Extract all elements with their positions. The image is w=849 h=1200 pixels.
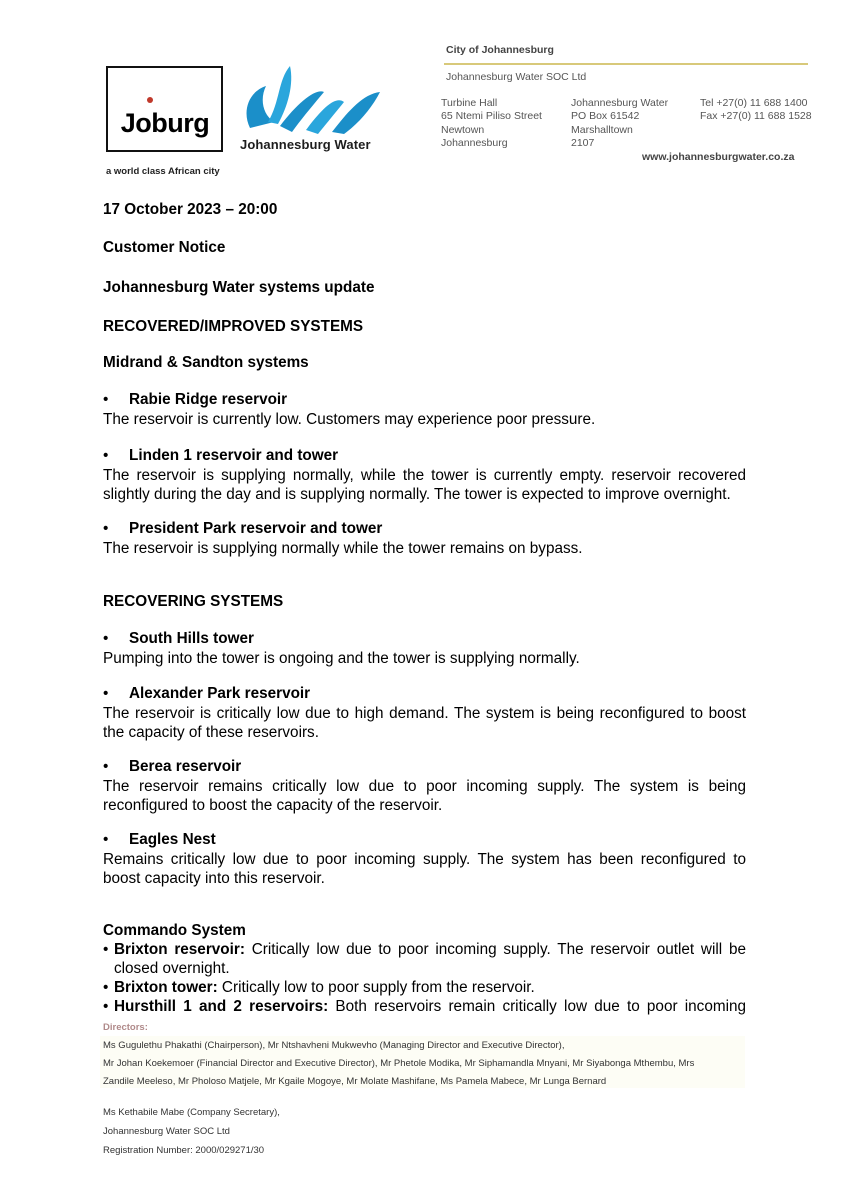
joburg-tagline: a world class African city	[106, 166, 220, 177]
eagles-text: Remains critically low due to poor incoming supply. The system has been reconfigured to boost capacity into this reservoir.	[103, 851, 746, 887]
address-line: 65 Ntemi Piliso Street	[441, 110, 542, 123]
alexander-title: Alexander Park reservoir	[129, 685, 311, 702]
president-text: The reservoir is supplying normally while the tower remains on bypass.	[103, 540, 583, 557]
bullet-icon: •	[103, 979, 109, 996]
hursthill-text: Both reservoirs remain critically low due to poor incoming	[328, 998, 746, 1015]
header-company: Johannesburg Water SOC Ltd	[446, 71, 587, 83]
header-city: City of Johannesburg	[446, 44, 554, 56]
notice-date: 17 October 2023 – 20:00	[103, 201, 278, 218]
header-website-link[interactable]: www.johannesburgwater.co.za	[642, 151, 795, 163]
section-heading-recovered: RECOVERED/IMPROVED SYSTEMS	[103, 318, 364, 335]
brixton-reservoir-text: Critically low due to poor incoming supply. The reservoir outlet will be closed overnight.	[114, 941, 746, 977]
directors-label: Directors:	[103, 1022, 148, 1033]
joburg-logo-star-icon	[146, 96, 154, 104]
header-contact	[700, 97, 812, 124]
brixton-reservoir-label: Brixton reservoir:	[114, 941, 245, 958]
brixton-tower-text: Critically low to poor supply from the reservoir.	[217, 979, 535, 996]
berea-title: Berea reservoir	[129, 758, 242, 775]
registration-number: Registration Number: 2000/029271/30	[103, 1145, 265, 1156]
linden-text: The reservoir is supplying normally, while the tower is currently empty. reservoir recovered slightly during the day and is supplying normally. The tower is expected to improve overnight.	[103, 467, 746, 503]
list-item-title	[103, 685, 310, 703]
berea-text: The reservoir remains critically low due to poor incoming supply. The system is being reconfigured to boost the capacity of the reservoir.	[103, 778, 746, 814]
directors-line: Ms Gugulethu Phakathi (Chairperson), Mr Ntshavheni Mukwevho (Managing Director and Executive Director),	[103, 1040, 565, 1051]
bullet-icon: •	[103, 447, 109, 464]
postal-line: 2107	[571, 136, 595, 149]
bullet-icon: •	[103, 685, 109, 702]
directors-line: Mr Johan Koekemoer (Financial Director and Executive Director), Mr Phetole Modika, Mr Siphamandla Mnyani, Mr Siyabonga Mthembu, Mrs	[103, 1058, 695, 1069]
header-street-address	[441, 97, 542, 150]
hursthill-label: Hursthill 1 and 2 reservoirs:	[114, 998, 329, 1015]
brixton-tower-label: Brixton tower:	[114, 979, 218, 996]
header-tel: Tel +27(0) 11 688 1400	[700, 97, 808, 109]
joburg-logo-text: Joburg	[120, 108, 210, 138]
postal-line: Johannesburg Water	[571, 97, 669, 109]
rabie-title: Rabie Ridge reservoir	[129, 391, 288, 408]
johannesburg-water-logo-text: Johannesburg Water	[240, 137, 371, 152]
list-item-title	[103, 447, 338, 465]
president-title: President Park reservoir and tower	[129, 520, 383, 537]
address-line: Johannesburg	[441, 136, 508, 149]
list-item-title	[103, 520, 382, 538]
list-item-title	[103, 758, 241, 776]
list-item-title	[103, 391, 287, 409]
rabie-text: The reservoir is currently low. Customers may experience poor pressure.	[103, 411, 596, 428]
list-item	[103, 978, 746, 997]
johannesburg-water-logo-icon	[240, 62, 390, 140]
commando-list	[103, 940, 746, 1016]
header-fax: Fax +27(0) 11 688 1528	[700, 110, 812, 123]
bullet-icon: •	[103, 391, 109, 408]
list-item-title	[103, 630, 254, 648]
header-rule	[444, 63, 808, 65]
header-postal-address	[571, 97, 668, 150]
postal-line: PO Box 61542	[571, 110, 640, 123]
section-heading-recovering: RECOVERING SYSTEMS	[103, 593, 284, 610]
linden-title: Linden 1 reservoir and tower	[129, 447, 339, 464]
footer-company: Johannesburg Water SOC Ltd	[103, 1126, 230, 1137]
notice-title: Johannesburg Water systems update	[103, 279, 375, 296]
bullet-icon: •	[103, 758, 109, 775]
bullet-icon: •	[103, 941, 109, 958]
address-line: Newtown	[441, 123, 485, 136]
bullet-icon: •	[103, 520, 109, 537]
southhills-title: South Hills tower	[129, 630, 254, 647]
company-secretary: Ms Kethabile Mabe (Company Secretary),	[103, 1107, 280, 1118]
postal-line: Marshalltown	[571, 123, 633, 136]
notice-type: Customer Notice	[103, 239, 226, 256]
address-line: Turbine Hall	[441, 97, 498, 109]
southhills-text: Pumping into the tower is ongoing and the tower is supplying normally.	[103, 650, 580, 667]
alexander-text: The reservoir is critically low due to high demand. The system is being reconfigured to boost the capacity of these reservoirs.	[103, 705, 746, 741]
eagles-title: Eagles Nest	[129, 831, 216, 848]
directors-line: Zandile Meeleso, Mr Pholoso Matjele, Mr Kgaile Mogoye, Mr Molate Mashifane, Ms Pamela Mabece, Mr Lunga Bernard	[103, 1076, 607, 1087]
bullet-icon: •	[103, 998, 109, 1015]
bullet-icon: •	[103, 630, 109, 647]
bullet-icon: •	[103, 831, 109, 848]
list-item	[103, 940, 746, 978]
list-item-title	[103, 831, 216, 849]
commando-heading: Commando System	[103, 922, 246, 939]
subsection-heading-midrand: Midrand & Sandton systems	[103, 354, 309, 371]
list-item	[103, 997, 746, 1016]
